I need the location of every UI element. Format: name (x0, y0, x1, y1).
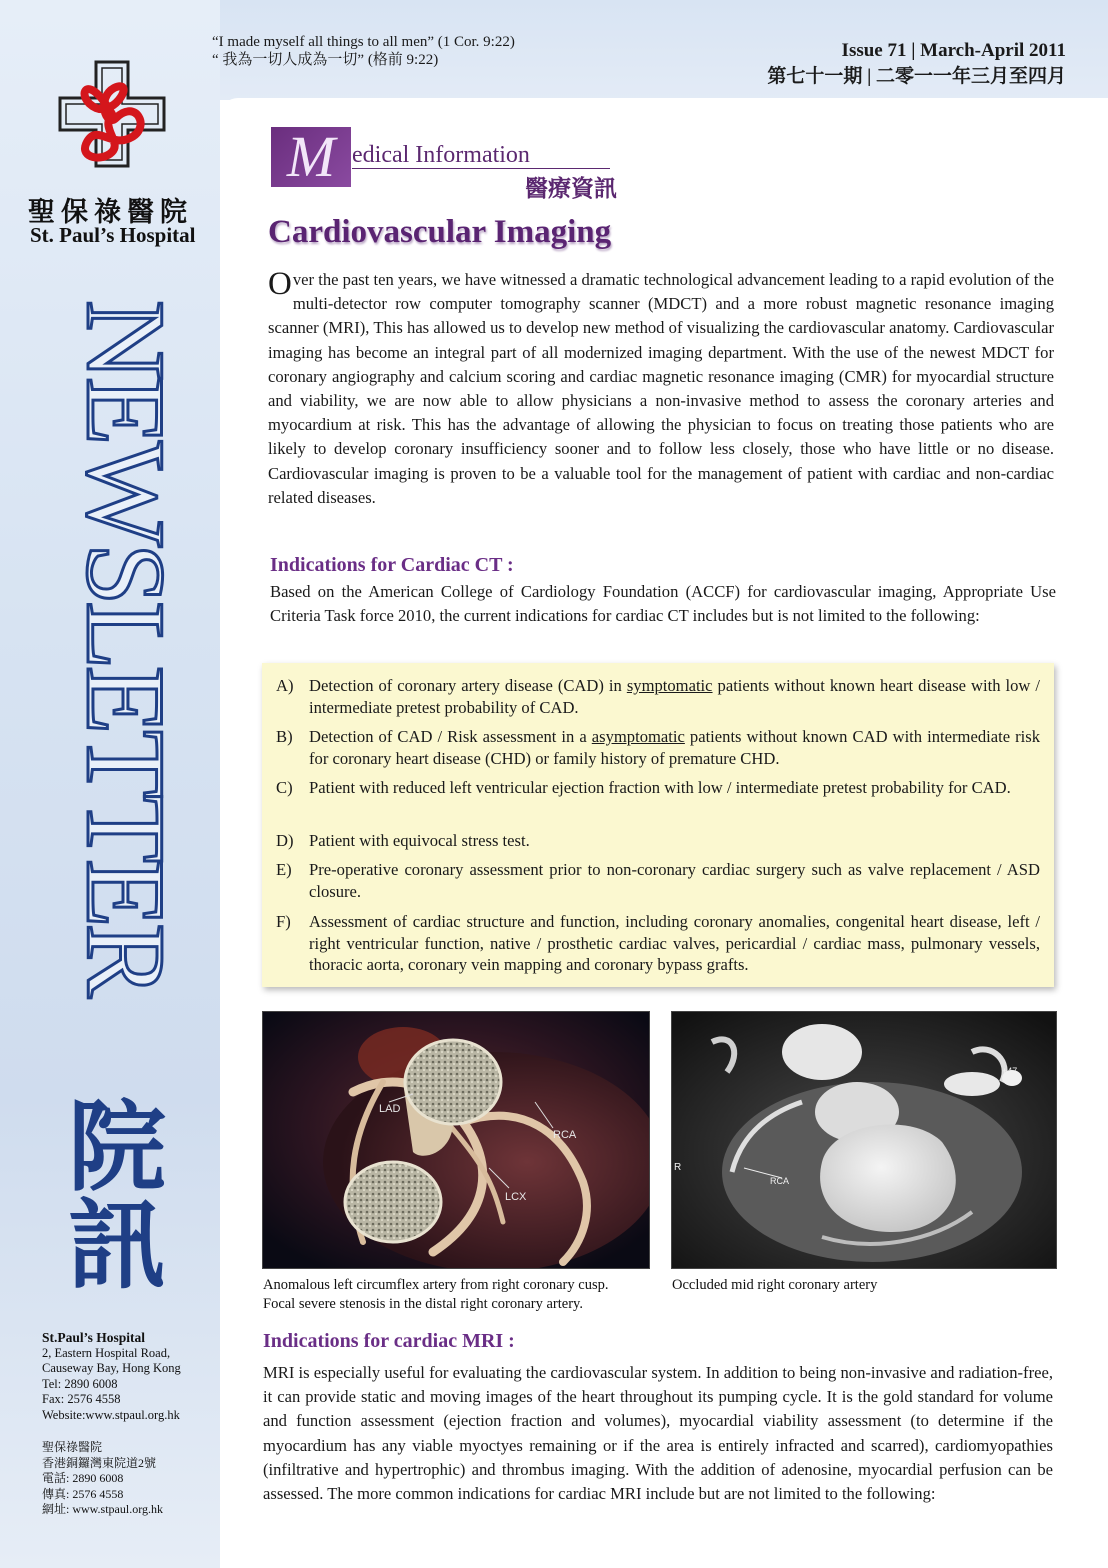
indication-item (276, 777, 1040, 799)
hospital-name-en: St. Paul’s Hospital (30, 223, 196, 247)
contact-en-line: Tel: 2890 6008 (42, 1376, 118, 1391)
contact-zh-line: 傳真: 2576 4558 (42, 1486, 124, 1501)
label-r: R (674, 1162, 682, 1173)
contact-en-line: 2, Eastern Hospital Road, (42, 1345, 171, 1360)
contact-zh (42, 1440, 220, 1518)
issue-info (767, 38, 1066, 90)
contact-en-website[interactable]: Website:www.stpaul.org.hk (42, 1407, 180, 1422)
contact-en-line: Fax: 2576 4558 (42, 1392, 121, 1406)
intro-text: ver the past ten years, we have witnessed a dramatic technological advancement leading to a rapid evolution of the multi-detector row computer tomography scanner (MDCT) and a more robust magnetic resonance imaging scanner (MRI), This has allowed us to develop new method of visualizing the cardiovascular anatomy. Cardiovascular imaging has become an integral part of all modernized imaging department. With the use of the newest MDCT for coronary angiography and calcium scoring and cardiac magnetic resonance imaging (CMR) for myocardial structure and viability, we are now able to allow physicians a non-invasive method to assess the coronary arteries and myocardium at risk. This has the advantage of allowing the physician to focus on treating those patients who are likely to develop coronary insufficiency sooner and to follow less closely, those who have little or no disease. Cardiovascular imaging is proven to be a valuable tool for the management of patient with cardiac and non-cardiac related diseases. (268, 270, 1054, 507)
newsletter-title-zh: 院訊 (67, 1095, 166, 1301)
underlined-term: asymptomatic (591, 727, 685, 746)
ct-slice-image (671, 1011, 1057, 1269)
drop-cap: O (268, 266, 292, 302)
ct-description: Based on the American College of Cardiology Foundation (ACCF) for cardiovascular imaging, Appropriate Use Criteria Task force 2010, the current indications for cardiac CT includes but is not limited to the following: (270, 582, 1056, 626)
contact-en-line: Causeway Bay, Hong Kong (42, 1361, 181, 1375)
caption-line: Anomalous left circumflex artery from right coronary cusp. (263, 1277, 609, 1293)
caption-line: Focal severe stenosis in the distal right coronary artery. (263, 1296, 583, 1312)
figure-caption-1 (263, 1276, 663, 1314)
quote-en: “I made myself all things to all men” (1 Cor. 9:22) (212, 34, 515, 50)
contact-en (42, 1330, 220, 1423)
indication-text: Patient with reduced left ventricular ejection fraction with low / intermediate pretest probability for CAD. (309, 778, 1011, 797)
section-label-zh: 醫療資訊 (525, 176, 617, 201)
label-rca: RCA (553, 1129, 577, 1141)
indication-item (276, 911, 1040, 976)
indication-letter: F) (276, 912, 291, 931)
article-title: Cardiovascular Imaging (268, 214, 612, 250)
section-logo-icon: M (271, 127, 351, 187)
quote-zh: “ 我為一切人成為一切” (格前 9:22) (212, 52, 439, 68)
ct-slice-render (672, 1012, 1056, 1268)
contact-zh-line: 電話: 2890 6008 (42, 1471, 124, 1485)
contact-zh-line: 香港銅鑼灣東院道2號 (42, 1455, 157, 1470)
label-lad: LAD (379, 1103, 401, 1115)
section-label-en: edical Information (352, 142, 530, 168)
indication-item (276, 859, 1040, 902)
indication-letter: C) (276, 778, 293, 797)
hospital-name-zh: 聖保祿醫院 (28, 197, 193, 227)
label-measure-1: +47 (1002, 1066, 1018, 1076)
indication-text: Detection of CAD / Risk assessment in a asymptomatic patients without known CAD with intermediate risk for coronary heart disease (CHD) or family history of premature CHD. (309, 727, 1040, 768)
mri-paragraph: MRI is especially useful for evaluating the cardiovascular system. In addition to being non-invasive and radiation-free, it can provide static and moving images of the heart throughout its pumping cycle. It is the gold standard for volume and function assessment (ejection fraction and volumes), myocardial viability assessment (to determine if the myocardium has any viable myoctyes remaining or if the area is entirely infracted and scarred), cardiomyopathies (infiltrative and hypertrophic) and thrombus imaging. With the addition of adenosine, myocardial perfusion can be assessed. The more common indications for cardiac MRI include but are not limited to the following: (263, 1363, 1053, 1504)
label-measure-2: -2 (1002, 1076, 1011, 1086)
indication-letter: D) (276, 831, 294, 850)
bible-quote (212, 33, 515, 69)
issue-en: Issue 71 | March-April 2011 (841, 40, 1066, 61)
contact-zh-website[interactable]: 網址: www.stpaul.org.hk (42, 1502, 163, 1516)
label-lcx: LCX (505, 1191, 527, 1203)
indication-letter: B) (276, 727, 293, 746)
indication-item (276, 675, 1040, 718)
underlined-term: symptomatic (626, 676, 713, 695)
caption-line: Occluded mid right coronary artery (672, 1277, 878, 1293)
indication-item (276, 830, 1040, 852)
intro-paragraph (268, 268, 1054, 510)
indication-item (276, 726, 1040, 769)
indications-box (262, 663, 1054, 987)
mri-heading: Indications for cardiac MRI : (263, 1330, 515, 1352)
contact-zh-line: 聖保祿醫院 (42, 1440, 103, 1454)
indication-letter: E) (276, 860, 292, 879)
indication-text: Assessment of cardiac structure and function, including coronary anomalies, congenital heart disease, left / right ventricular function, native / prosthetic cardiac valves, pericardial / cardiac mass, pulmonary vessels, thoracic aorta, coronary vein mapping and coronary bypass grafts. (309, 912, 1040, 974)
label-rca: RCA (770, 1176, 790, 1186)
indication-text: Patient with equivocal stress test. (309, 831, 530, 850)
contact-en-title: St.Paul’s Hospital (42, 1330, 146, 1345)
figure-caption-2 (672, 1276, 1052, 1295)
indication-letter: A) (276, 676, 294, 695)
hospital-logo-icon (56, 58, 168, 170)
section-divider (352, 168, 610, 169)
newsletter-title: NEWSLETTER (63, 300, 187, 995)
indication-text: Detection of coronary artery disease (CAD) in symptomatic patients without known heart disease with low / intermediate pretest probability of CAD. (309, 676, 1041, 717)
issue-zh: 第七十一期 | 二零一一年三月至四月 (767, 66, 1066, 87)
ct-heading: Indications for Cardiac CT : (270, 554, 514, 576)
ct-3d-image (262, 1011, 650, 1269)
ct-3d-render (263, 1012, 649, 1268)
indication-text: Pre-operative coronary assessment prior to non-coronary cardiac surgery such as valve replacement / ASD closure. (309, 860, 1040, 901)
